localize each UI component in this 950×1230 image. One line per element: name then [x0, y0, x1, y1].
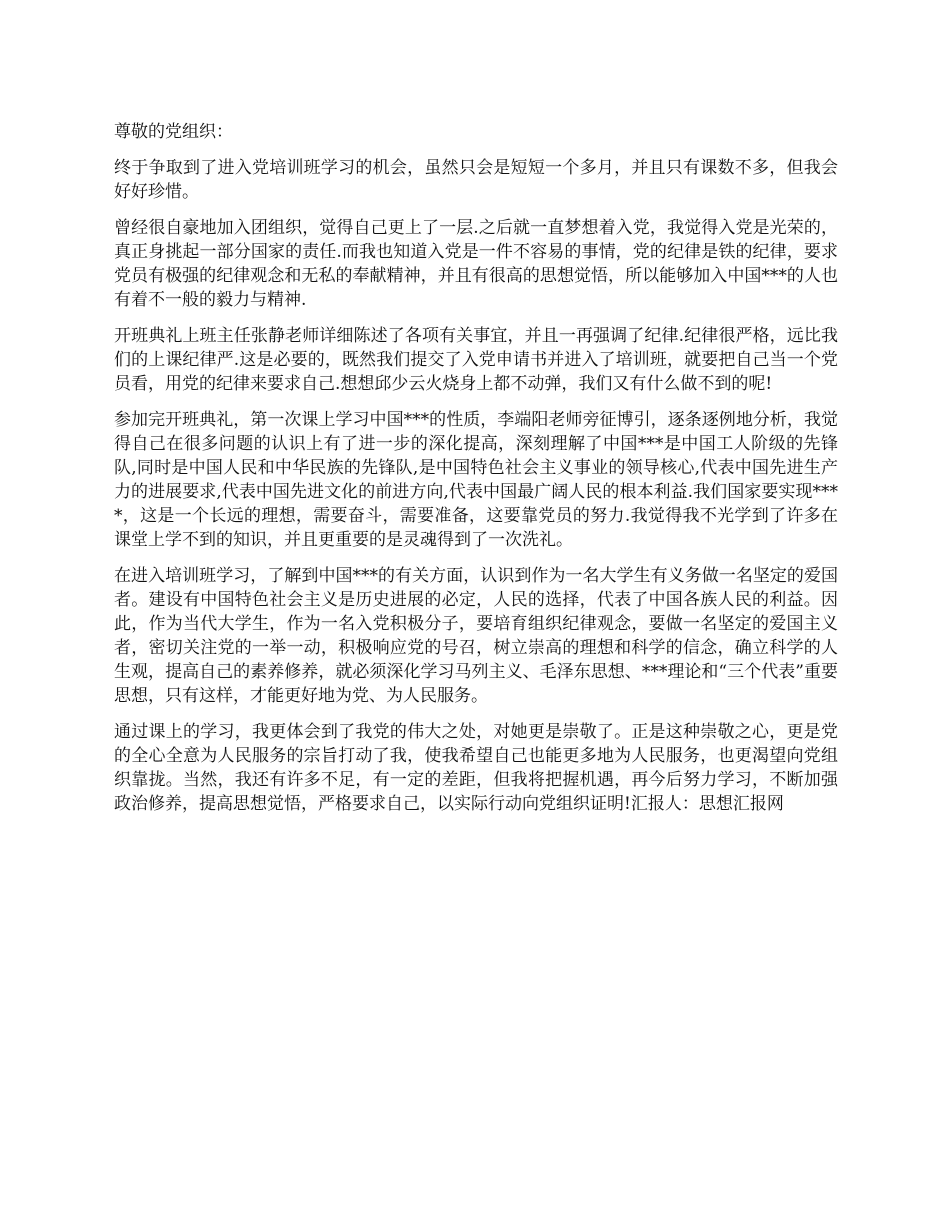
letter-body [114, 120, 838, 828]
salutation: 尊敬的党组织： [114, 122, 233, 142]
paragraph-5: 在进入培训班学习，了解到中国***的有关方面，认识到作为一名大学生有义务做一名坚定的爱国者。建设有中国特色社会主义是历史进展的必定，人民的选择，代表了中国各族人民的利益。因此，作为当代大学生，作为一名入党积极分子，要培育组织纪律观念，要做一名坚定的爱国主义者，密切关注党的一举一动，积极响应党的号召，树立崇高的理想和科学的信念，确立科学的人生观，提高自己的素养修养，就必须深化学习马列主义、毛泽东思想、***理论和“三个代表”重要思想，只有这样，才能更好地为党、为人民服务。 [114, 566, 838, 706]
paragraph-2: 曾经很自豪地加入团组织，觉得自己更上了一层.之后就一直梦想着入党，我觉得入党是光荣的，真正身挑起一部分国家的责任.而我也知道入党是一件不容易的事情，党的纪律是铁的纪律，要求党员有极强的纪律观念和无私的奉献精神，并且有很高的思想觉悟，所以能够加入中国***的人也有着不一般的毅力与精神. [114, 218, 838, 310]
paragraph-1: 终于争取到了进入党培训班学习的机会，虽然只会是短短一个多月，并且只有课数不多，但我会好好珍惜。 [114, 158, 838, 202]
paragraph-6: 通过课上的学习，我更体会到了我党的伟大之处，对她更是崇敬了。正是这种崇敬之心，更是党的全心全意为人民服务的宗旨打动了我，使我希望自己也能更多地为人民服务，也更渴望向党组织靠拢。当然，我还有许多不足，有一定的差距，但我将把握机遇，再今后努力学习，不断加强政治修养，提高思想觉悟，严格要求自己，以实际行动向党组织证明!汇报人：思想汇报网 [114, 722, 838, 814]
paragraph-3: 开班典礼上班主任张静老师详细陈述了各项有关事宜，并且一再强调了纪律.纪律很严格，远比我们的上课纪律严.这是必要的，既然我们提交了入党申请书并进入了培训班，就要把自己当一个党员看，用党的纪律来要求自己.想想邱少云火烧身上都不动弹，我们又有什么做不到的呢! [114, 326, 838, 394]
paragraph-4: 参加完开班典礼，第一次课上学习中国***的性质，李端阳老师旁征博引，逐条逐例地分析，我觉得自己在很多问题的认识上有了进一步的深化提高，深刻理解了中国***是中国工人阶级的先锋队,同时是中国人民和中华民族的先锋队,是中国特色社会主义事业的领导核心,代表中国先进生产力的进展要求,代表中国先进文化的前进方向,代表中国最广阔人民的根本利益.我们国家要实现****，这是一个长远的理想，需要奋斗，需要准备，这要靠党员的努力.我觉得我不光学到了许多在课堂上学不到的知识，并且更重要的是灵魂得到了一次洗礼。 [114, 410, 838, 550]
